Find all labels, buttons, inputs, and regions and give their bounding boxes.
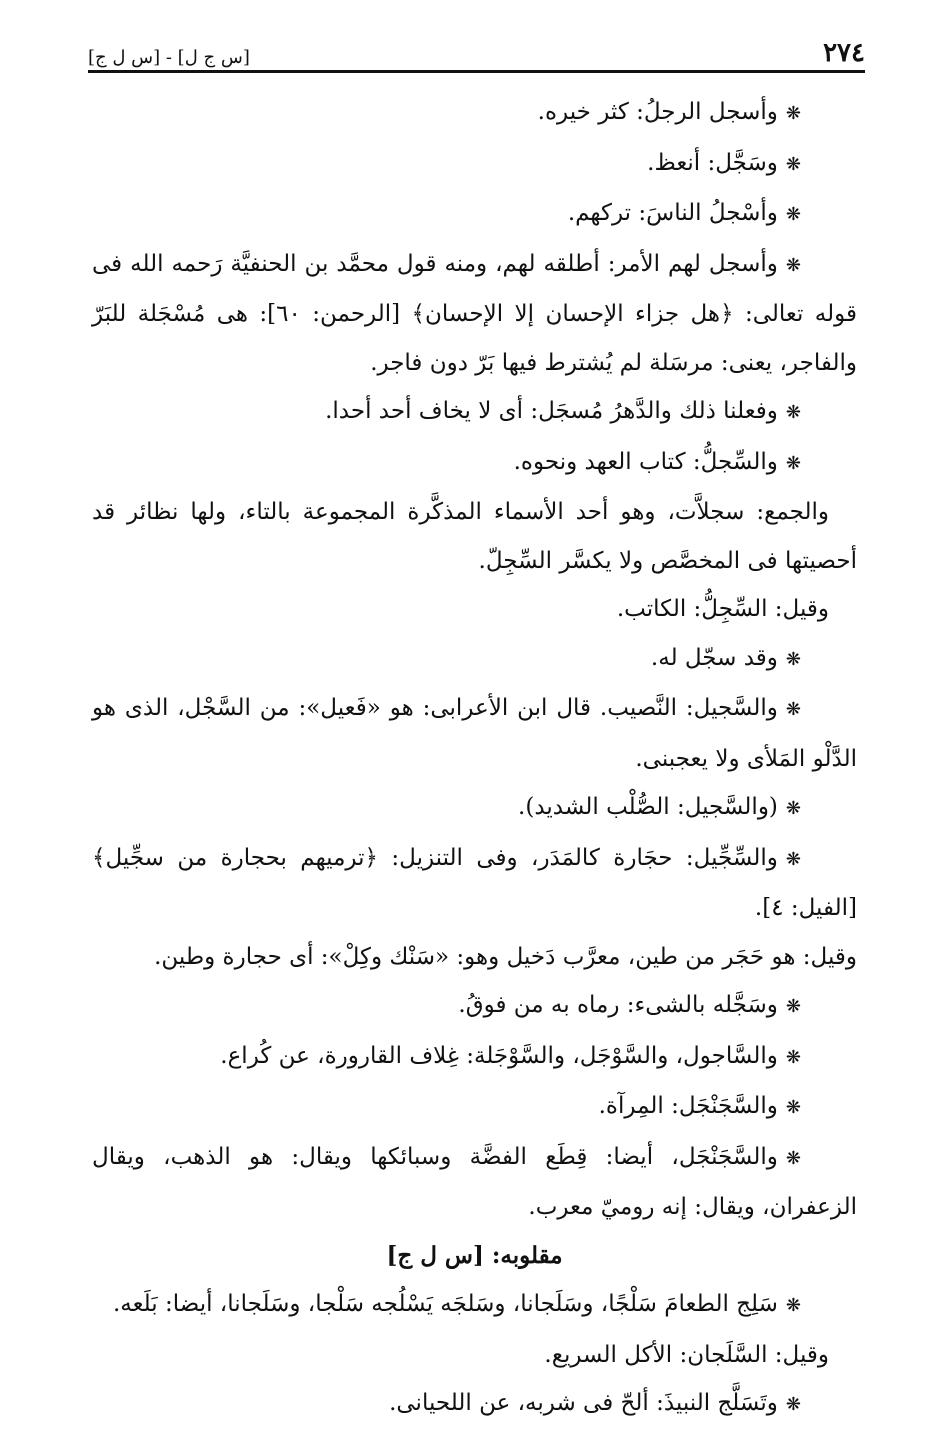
asterisk-icon: ❋ <box>785 996 801 1017</box>
asterisk-icon: ❋ <box>785 402 801 423</box>
page-body <box>92 88 857 1430</box>
asterisk-icon: ❋ <box>785 1046 801 1068</box>
paragraph-text: والسَّجَنْجَل: المِرآة. <box>598 1093 778 1119</box>
paragraph <box>92 585 857 634</box>
paragraph-text: والسَّاجول، والسَّوْجَل، والسَّوْجَلة: غِلاف القارورة، عن كُراع. <box>220 1042 778 1069</box>
paragraph <box>92 1032 857 1083</box>
section-heading <box>92 1232 857 1281</box>
paragraph <box>92 1331 857 1380</box>
asterisk-icon: ❋ <box>785 1394 801 1415</box>
paragraph-text: مقلوبه: [س ل ج] <box>386 1241 563 1269</box>
paragraph-text: وسَجَّل: أنعظ. <box>647 149 778 176</box>
paragraph-text: وقيل: السِّجِلُّ: الكاتب. <box>616 596 829 622</box>
paragraph-text: سَلِج الطعامَ سَلْجًا، وسَلَجانا، وسَلجَه يَسْلُجه سَلْجا، وسَلَجانا، أيضا: بَلَعه. <box>112 1291 778 1317</box>
paragraph-text: والجمع: سجلاَّت، وهو أحد الأسماء المذكَّرة المجموعة بالتاء، ولها نظائر قد أحصيتها فى المخصَّص ولا يكسَّر السِّجِلّ. <box>92 499 857 574</box>
paragraph <box>92 88 857 139</box>
paragraph-text: والسِّجِّيل: حجَارة كالمَدَر، وفى التنزيل: ﴿ترميهم بحجارة من سجِّيل﴾ [الفيل: ٤]. <box>92 844 857 921</box>
paragraph-text: وأسْجلُ الناسَ: تركهم. <box>567 200 778 226</box>
paragraph <box>92 933 857 982</box>
paragraph-text: والسَّجيل: النَّصيب. قال ابن الأعرابى: هو «فَعيل»: من السَّجْل، الذى هو الدَّلْو المَلأى ولا يعجبنى. <box>92 695 857 772</box>
asterisk-icon: ❋ <box>785 103 801 124</box>
paragraph <box>92 438 857 489</box>
paragraph-text: وقد سجّل له. <box>650 644 778 671</box>
running-title: [س ج ل] - [س ل ج] <box>88 47 250 68</box>
paragraph <box>92 1280 857 1331</box>
paragraph <box>92 1082 857 1133</box>
paragraph <box>92 189 857 240</box>
paragraph <box>92 684 857 783</box>
asterisk-icon: ❋ <box>785 648 801 670</box>
paragraph-text: وتَسَلَّج النبيذَ: ألحّ فى شربه، عن اللحيانى. <box>389 1390 778 1416</box>
asterisk-icon: ❋ <box>785 1097 801 1118</box>
paragraph-text: (والسَّجيل: الصُّلْب الشديد). <box>518 794 778 820</box>
asterisk-icon: ❋ <box>785 699 801 720</box>
paragraph <box>92 139 857 190</box>
asterisk-icon: ❋ <box>785 1295 801 1316</box>
asterisk-icon: ❋ <box>785 452 801 474</box>
paragraph-text: وأسجل لهم الأمر: أطلقه لهم، ومنه قول محمَّد بن الحنفيَّة رَحمه الله فى قوله تعالى: ﴿هل جزاء الإحسان إلا الإحسان﴾ [الرحمن: ٦٠]: هى مُسْجَلة للبَرّ والفاجر، يعنى: مرسَلة لم يُشترط فيها بَرّ دون فاجر. <box>92 250 858 376</box>
page-number: ٢٧٤ <box>823 38 865 68</box>
paragraph-text: وأسجل الرجلُ: كثر خيره. <box>537 99 778 125</box>
asterisk-icon: ❋ <box>785 1147 801 1169</box>
paragraph-text: والسِّجلُّ: كتاب العهد ونحوه. <box>513 448 778 475</box>
paragraph <box>92 387 857 438</box>
asterisk-icon: ❋ <box>785 848 801 870</box>
paragraph <box>92 783 857 834</box>
paragraph-text: وقيل: السَّلَجان: الأكل السريع. <box>544 1341 829 1368</box>
paragraph <box>92 1133 857 1232</box>
page-header <box>88 28 865 68</box>
asterisk-icon: ❋ <box>785 798 801 819</box>
asterisk-icon: ❋ <box>785 153 801 175</box>
paragraph-text: وقيل: هو حَجَر من طين، معرَّب دَخيل وهو: «سَنْك وكِلْ»: أى حجارة وطين. <box>154 943 857 970</box>
paragraph-text: والسَّجَنْجَل، أيضا: قِطَع الفضَّة وسبائكها ويقال: هو الذهب، ويقال الزعفران، ويقال: إنه روميّ معرب. <box>92 1143 857 1220</box>
paragraph-text: وسَجَّله بالشىء: رماه به من فوقُ. <box>458 992 778 1018</box>
paragraph <box>92 488 857 585</box>
paragraph <box>92 981 857 1032</box>
paragraph <box>92 634 857 685</box>
asterisk-icon: ❋ <box>785 204 801 225</box>
paragraph <box>92 834 857 933</box>
paragraph <box>92 240 857 388</box>
paragraph-text: وفعلنا ذلك والدَّهرُ مُسجَل: أى لا يخاف أحد أحدا. <box>325 398 778 424</box>
header-rule <box>88 70 865 73</box>
paragraph <box>92 1379 857 1430</box>
asterisk-icon: ❋ <box>785 254 801 276</box>
